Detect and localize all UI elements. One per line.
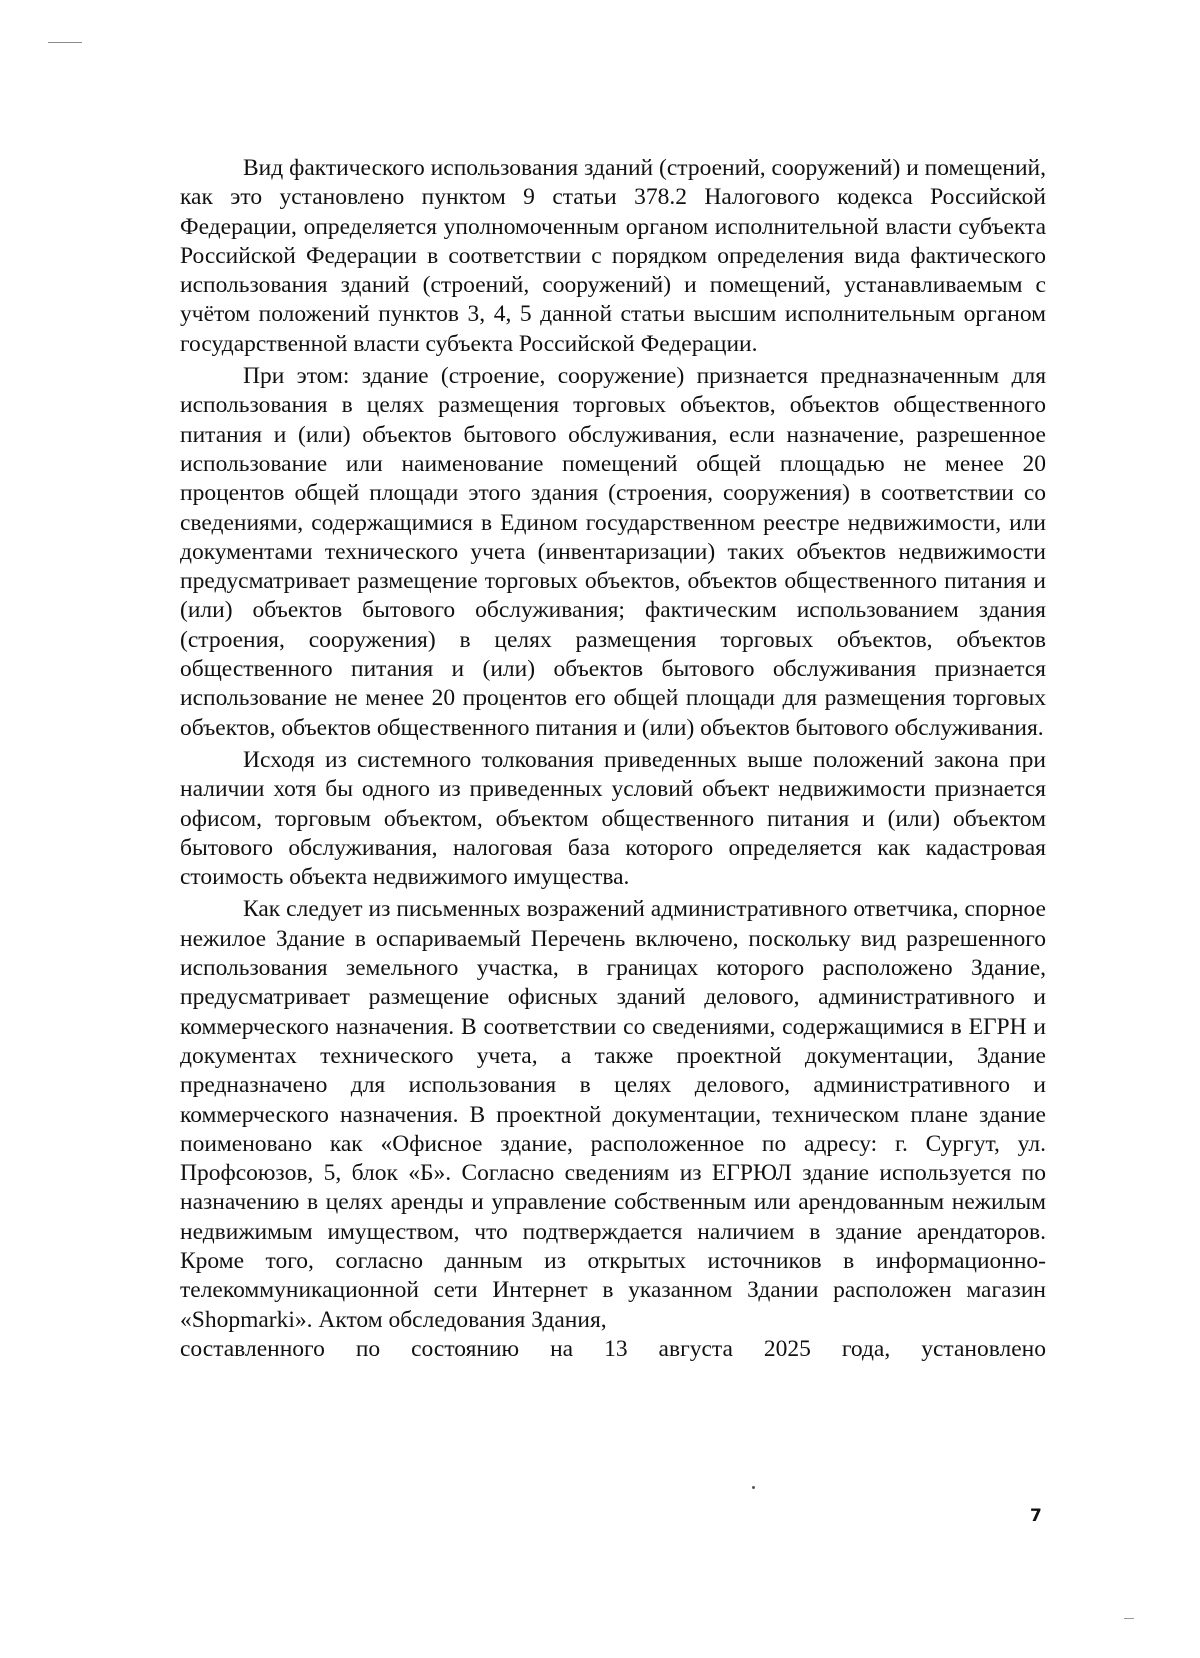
paragraph-1: Вид фактического использования зданий (строений, сооружений) и помещений, как это установлено пунктом 9 статьи 378.2 Налогового кодекса Российской Федерации, определяется уполномоченным органом исполнительной власти субъекта Российской Федерации в соответствии с порядком определения вида фактического использования зданий (строений, сооружений) и помещений, устанавливаемым с учётом положений пунктов 3, 4, 5 данной статьи высшим исполнительным органом государственной власти субъекта Российской Федерации. [180,155,1046,357]
paragraph-4: Как следует из письменных возражений административного ответчика, спорное нежилое Здание в оспариваемый Перечень включено, поскольку вид разрешенного использования земельного участка, в границах которого расположено Здание, предусматривает размещение офисных зданий делового, административного и коммерческого назначения. В соответствии со сведениями, содержащимися в ЕГРН и документах технического учета, а также проектной документации, Здание предназначено для использования в целях делового, административного и коммерческого назначения. В проектной документации, техническом плане здание поименовано как «Офисное здание, расположенное по адресу: г. Сургут, ул. Профсоюзов, 5, блок «Б». Согласно сведениям из ЕГРЮЛ здание используется по назначению в целях аренды и управление собственным или арендованным нежилым недвижимым имуществом, что подтверждается наличием в здание арендаторов. Кроме того, согласно данным из открытых источников в информационно-телекоммуникационной сети Интернет в указанном Здании расположен магазин «Shopmarki». Актом обследования Здания, [180,896,1046,1333]
scan-speck [752,1486,755,1489]
page-number: 7 [1030,1506,1042,1526]
paragraph-2: При этом: здание (строение, сооружение) признается предназначенным для использования в целях размещения торговых объектов, объектов общественного питания и (или) объектов бытового обслуживания, если назначение, разрешенное использование или наименование помещений общей площадью не менее 20 процентов общей площади этого здания (строения, сооружения) в соответствии со сведениями, содержащимися в Едином государственном реестре недвижимости, или документами технического учета (инвентаризации) таких объектов недвижимости предусматривает размещение торговых объектов, объектов общественного питания и (или) объектов бытового обслуживания; фактическим использованием здания (строения, сооружения) в целях размещения торговых объектов, объектов общественного питания и (или) объектов бытового обслуживания признается использование не менее 20 процентов его общей площади для размещения торговых объектов, объектов общественного питания и (или) объектов бытового обслуживания. [180,363,1046,741]
scan-speck [1124,1618,1134,1619]
scan-corner-mark [48,42,82,43]
paragraph-3: Исходя из системного толкования приведенных выше положений закона при наличии хотя бы одного из приведенных условий объект недвижимости признается офисом, торговым объектом, объектом общественного питания и (или) объектом бытового обслуживания, налоговая база которого определяется как кадастровая стоимость объекта недвижимого имущества. [180,746,1046,891]
document-body [180,154,1046,1367]
paragraph-5-cut-off: составленного по состоянию на 13 августа 2025 года, установлено [180,1335,1046,1362]
